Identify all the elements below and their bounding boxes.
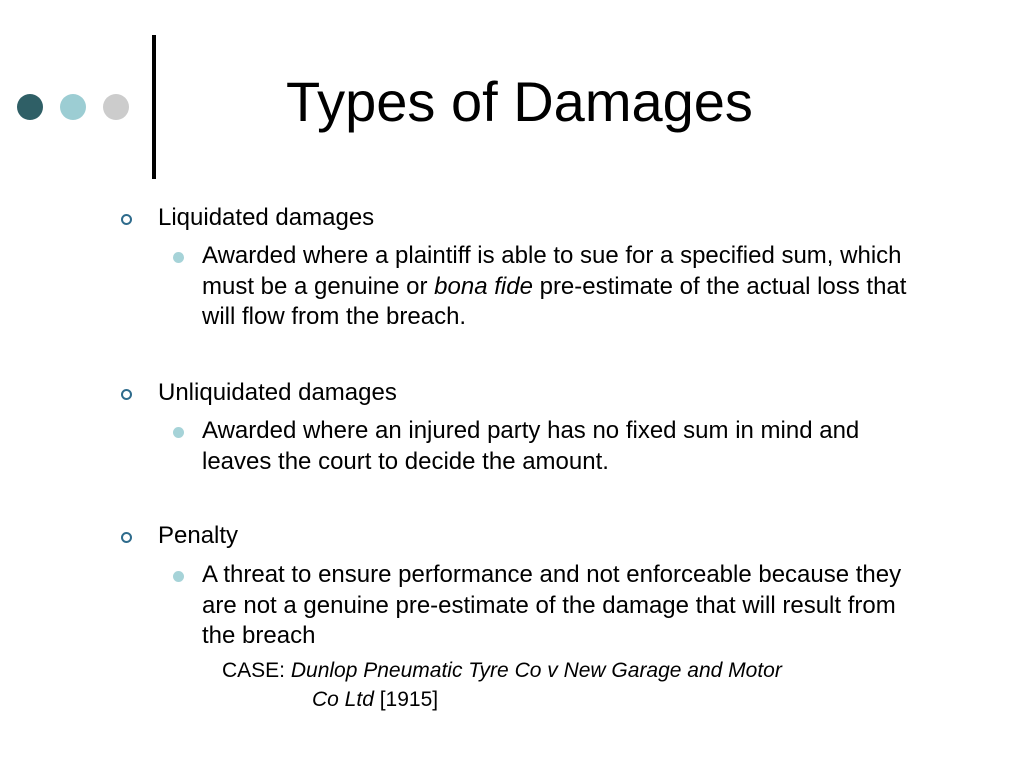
case-year: [1915] <box>373 688 439 711</box>
decor-dot-teal <box>60 94 86 120</box>
section-heading-penalty: Penalty <box>158 522 239 549</box>
detail-italic-text: bona fide <box>434 272 533 300</box>
detail-text: pre-estimate of the actual loss that will flow from the breach. <box>202 272 907 330</box>
sub-bullet-icon <box>173 427 184 438</box>
decor-dot-dark <box>17 94 43 120</box>
sub-bullet-icon <box>173 571 184 582</box>
case-name-line2: Co Ltd <box>312 688 374 711</box>
section-bullet-icon <box>121 532 132 543</box>
case-label: CASE: <box>222 659 291 682</box>
case-name-continuation <box>222 685 922 714</box>
section-heading-liquidated: Liquidated damages <box>158 204 375 231</box>
section-bullet-icon <box>121 389 132 400</box>
case-citation <box>222 656 922 714</box>
section-detail-liquidated <box>202 241 922 333</box>
detail-text: Awarded where a plaintiff is able to sue for a specified sum, which must be a genuine or <box>202 242 902 300</box>
section-detail-penalty: A threat to ensure performance and not enforceable because they are not a genuine pre-estimate of the damage that will result from the breach <box>202 561 902 649</box>
sub-bullet-icon <box>173 252 184 263</box>
section-heading-unliquidated: Unliquidated damages <box>158 379 397 406</box>
title-divider-line <box>152 35 156 179</box>
section-bullet-icon <box>121 214 132 225</box>
section-detail-unliquidated: Awarded where an injured party has no fixed sum in mind and leaves the court to decide the amount. <box>202 417 860 475</box>
slide-title: Types of Damages <box>286 70 753 133</box>
decor-dot-gray <box>103 94 129 120</box>
case-name-line1: Dunlop Pneumatic Tyre Co v New Garage and Motor <box>290 659 782 682</box>
